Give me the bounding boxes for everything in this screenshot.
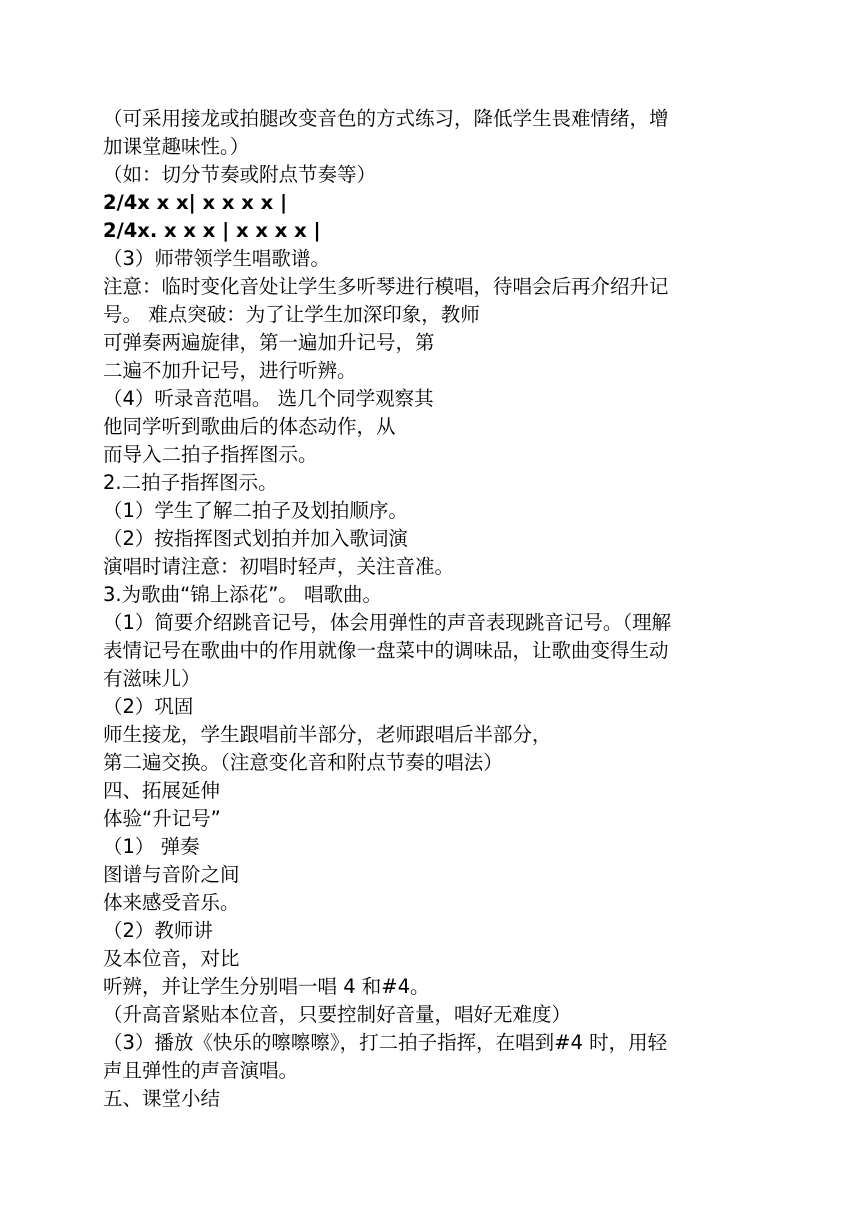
text-line: （2）按指挥图式划拍并加入歌词演 [103,527,408,550]
text-line: （1）简要介绍跳音记号，体会用弹性的声音表现跳音记号。（理解 [103,611,672,634]
rhythm-line: 2/4x. x x x | x x x x | [103,219,321,242]
text-line: 听辨，并让学生分别唱一唱 4 和#4。 [103,975,430,998]
text-line: （升高音紧贴本位音，只要控制好音量，唱好无难度） [103,1003,572,1026]
text-line: （1）学生了解二拍子及划拍顺序。 [103,499,408,522]
section-heading: 3.为歌曲“锦上添花”。 唱歌曲。 [103,583,383,606]
text-line: 及本位音，对比 [103,947,240,970]
text-line: 有滋味儿） [103,667,201,690]
text-line: 体验“升记号” [103,807,221,830]
text-line: 体来感受音乐。 [103,891,240,914]
text-line: （1） 弹奏 [103,835,200,858]
text-line: 加课堂趣味性。） [103,135,250,158]
text-line: （可采用接龙或拍腿改变音色的方式练习，降低学生畏难情绪，增 [103,107,669,130]
text-line: 第二遍交换。（注意变化音和附点节奏的唱法） [103,751,503,774]
section-heading: 五、课堂小结 [103,1087,221,1110]
text-line: （4）听录音范唱。 选几个同学观察其 [103,387,434,410]
text-line: 二遍不加升记号，进行听辨。 [103,359,357,382]
rhythm-line: 2/4x x x| x x x x | [103,191,288,214]
text-line: （2）巩固 [103,695,194,718]
text-line: （3）师带领学生唱歌谱。 [103,247,330,270]
text-line: 他同学听到歌曲后的体态动作，从 [103,415,396,438]
text-line: 号。 难点突破：为了让学生加深印象，教师 [103,303,480,326]
section-heading: 2.二拍子指挥图示。 [103,471,278,494]
text-line: 师生接龙，学生跟唱前半部分，老师跟唱后半部分， [103,723,552,746]
text-line: 声且弹性的声音演唱。 [103,1059,299,1082]
text-line: 演唱时请注意：初唱时轻声，关注音准。 [103,555,455,578]
text-line: 而导入二拍子指挥图示。 [103,443,318,466]
text-line: 表情记号在歌曲中的作用就像一盘菜中的调味品，让歌曲变得生动 [103,639,669,662]
text-line: 可弹奏两遍旋律，第一遍加升记号，第 [103,331,435,354]
text-line: （如：切分节奏或附点节奏等） [103,163,377,186]
text-line: 图谱与音阶之间 [103,863,240,886]
text-line: 注意：临时变化音处让学生多听琴进行模唱，待唱会后再介绍升记 [103,275,669,298]
text-line: （2）教师讲 [103,919,213,942]
text-line: （3）播放《快乐的嚓嚓嚓》，打二拍子指挥，在唱到#4 时，用轻 [103,1031,668,1054]
section-heading: 四、拓展延伸 [103,779,221,802]
